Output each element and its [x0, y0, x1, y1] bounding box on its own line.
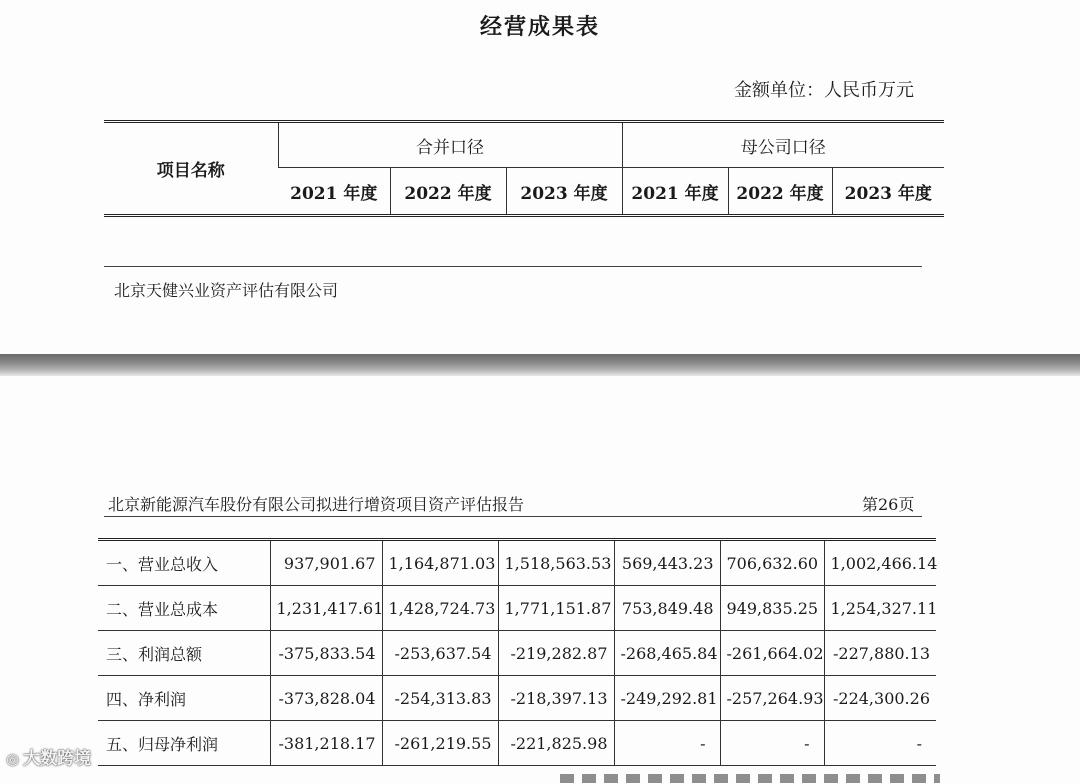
report-header-rule — [104, 516, 922, 517]
value-cell: - — [614, 721, 720, 766]
table-header — [104, 120, 944, 217]
page-one — [0, 0, 1080, 354]
value-cell: 949,835.25 — [720, 586, 824, 631]
value-cell: 1,428,724.73 — [382, 586, 498, 631]
value-cell: 937,901.67 — [270, 540, 382, 586]
value-cell: -224,300.26 — [824, 676, 936, 721]
value-cell: -261,219.55 — [382, 721, 498, 766]
value-cell: -218,397.13 — [498, 676, 614, 721]
currency-unit: 金额单位：人民币万元 — [734, 80, 914, 101]
year-header: 2022 年度 — [390, 168, 506, 216]
table-row — [98, 540, 936, 586]
year-header: 2023 年度 — [832, 168, 944, 216]
watermark-text: 大数跨境 — [23, 749, 92, 769]
table-row — [98, 721, 936, 766]
value-cell: -254,313.83 — [382, 676, 498, 721]
row-label: 三、利润总额 — [98, 631, 270, 676]
row-label: 四、净利润 — [98, 676, 270, 721]
value-cell: 1,231,417.61 — [270, 586, 382, 631]
value-cell: -268,465.84 — [614, 631, 720, 676]
value-cell: 1,164,871.03 — [382, 540, 498, 586]
value-cell: 1,771,151.87 — [498, 586, 614, 631]
document-title: 经营成果表 — [479, 14, 600, 40]
item-name-header: 项目名称 — [104, 122, 278, 216]
year-header: 2022 年度 — [728, 168, 832, 216]
footer-rule — [104, 266, 922, 267]
value-cell: -221,825.98 — [498, 721, 614, 766]
cropped-text-line — [560, 774, 940, 783]
value-cell: -253,637.54 — [382, 631, 498, 676]
year-header: 2023 年度 — [506, 168, 622, 216]
value-cell: - — [824, 721, 936, 766]
value-cell: 1,518,563.53 — [498, 540, 614, 586]
value-cell: -219,282.87 — [498, 631, 614, 676]
page-footer: 北京天健兴业资产评估有限公司 — [114, 281, 339, 300]
value-cell: 753,849.48 — [614, 586, 720, 631]
table-row — [98, 631, 936, 676]
value-cell: -375,833.54 — [270, 631, 382, 676]
page-number: 第26页 — [862, 495, 915, 514]
year-header: 2021 年度 — [622, 168, 728, 216]
value-cell: -227,880.13 — [824, 631, 936, 676]
watermark — [6, 744, 91, 769]
report-title: 北京新能源汽车股份有限公司拟进行增资项目资产评估报告 — [108, 495, 525, 514]
row-label: 五、归母净利润 — [98, 721, 270, 766]
value-cell: -381,218.17 — [270, 721, 382, 766]
page-separator — [0, 354, 1080, 376]
table-row — [98, 676, 936, 721]
watermark-logo-icon: ◎ — [6, 750, 20, 768]
value-cell: 1,254,327.11 — [824, 586, 936, 631]
value-cell: -249,292.81 — [614, 676, 720, 721]
year-header: 2021 年度 — [278, 168, 390, 216]
financial-table — [98, 538, 936, 766]
value-cell: 1,002,466.14 — [824, 540, 936, 586]
value-cell: -257,264.93 — [720, 676, 824, 721]
consolidated-group-header: 合并口径 — [278, 122, 622, 168]
value-cell: - — [720, 721, 824, 766]
value-cell: 569,443.23 — [614, 540, 720, 586]
parent-group-header: 母公司口径 — [622, 122, 944, 168]
row-label: 二、营业总成本 — [98, 586, 270, 631]
value-cell: -373,828.04 — [270, 676, 382, 721]
value-cell: 706,632.60 — [720, 540, 824, 586]
table-row — [98, 586, 936, 631]
value-cell: -261,664.02 — [720, 631, 824, 676]
page-two — [0, 376, 1080, 783]
row-label: 一、营业总收入 — [98, 540, 270, 586]
